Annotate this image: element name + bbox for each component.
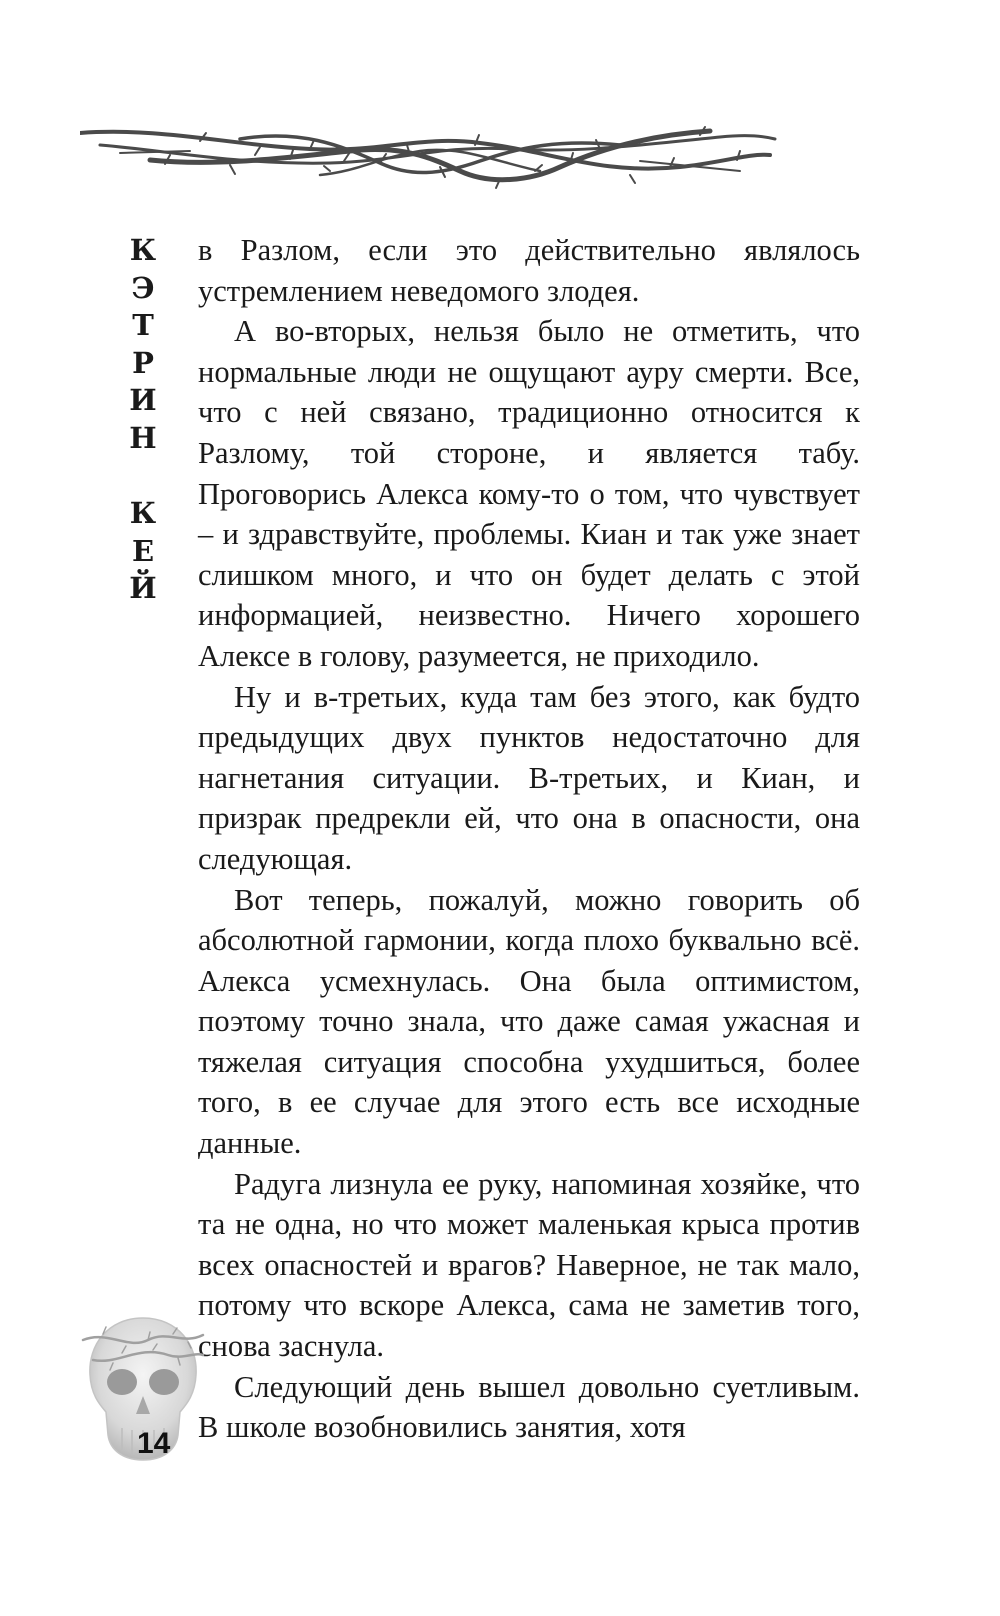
thorn-vine-ornament-icon [80,105,780,215]
author-name-gap [118,457,168,495]
author-name-vertical [118,232,168,608]
author-last-letter-3: Й [129,571,157,605]
author-last-letter-1: К [129,496,157,530]
paragraph: Ну и в-третьих, куда там без этого, как будто предыдущих двух пунктов недостаточно для нагнетания ситуации. В-третьих, и Киан, и призрак предрекли ей, что она в опасности, она следующая. [198,679,860,876]
author-first-letter-2: Э [131,270,155,305]
author-last-letter-2: Е [131,533,155,568]
author-first-letter-5: И [129,383,157,417]
body-text [198,230,860,1448]
author-first-letter-1: К [129,233,157,267]
page-number: 14 [137,1427,171,1460]
author-first-letter-4: Р [132,345,154,380]
paragraph: Следующий день вышел довольно суетливым. В школе возобновились занятия, хотя [198,1369,860,1445]
author-first-letter-3: Т [132,308,154,342]
paragraph: в Разлом, если это действительно являлось устремлением неведомого злодея. [198,233,860,308]
paragraph: Радуга лизнула ее руку, напоминая хозяйке, что та не одна, но что может маленькая крыса против всех опасностей и врагов? Наверное, не так мало, потому что вскоре Алекса, сама не заметив того, снова заснула. [198,1166,860,1364]
paragraph: А во-вторых, нельзя было не отметить, что нормальные люди не ощущают ауру смерти. Все, что с ней связано, традиционно относится к Разлому, той стороне, и является табу. Проговорись Алекса кому-то о том, что чувствует – и здравствуйте, проблемы. Киан и так уже знает слишком много, и что он будет делать с этой информацией, неизвестно. Ничего хорошего Алексе в голову, разумеется, не приходило. [198,314,860,673]
paragraph: Вот теперь, пожалуй, можно говорить об абсолютной гармонии, когда плохо буквально всё. Алекса усмехнулась. Она была оптимистом, поэтому точно знала, что даже самая ужасная и тяжелая ситуация способна ухудшиться, более того, в ее случае для этого есть все исходные данные. [198,882,860,1161]
author-first-letter-6: Н [129,420,157,455]
